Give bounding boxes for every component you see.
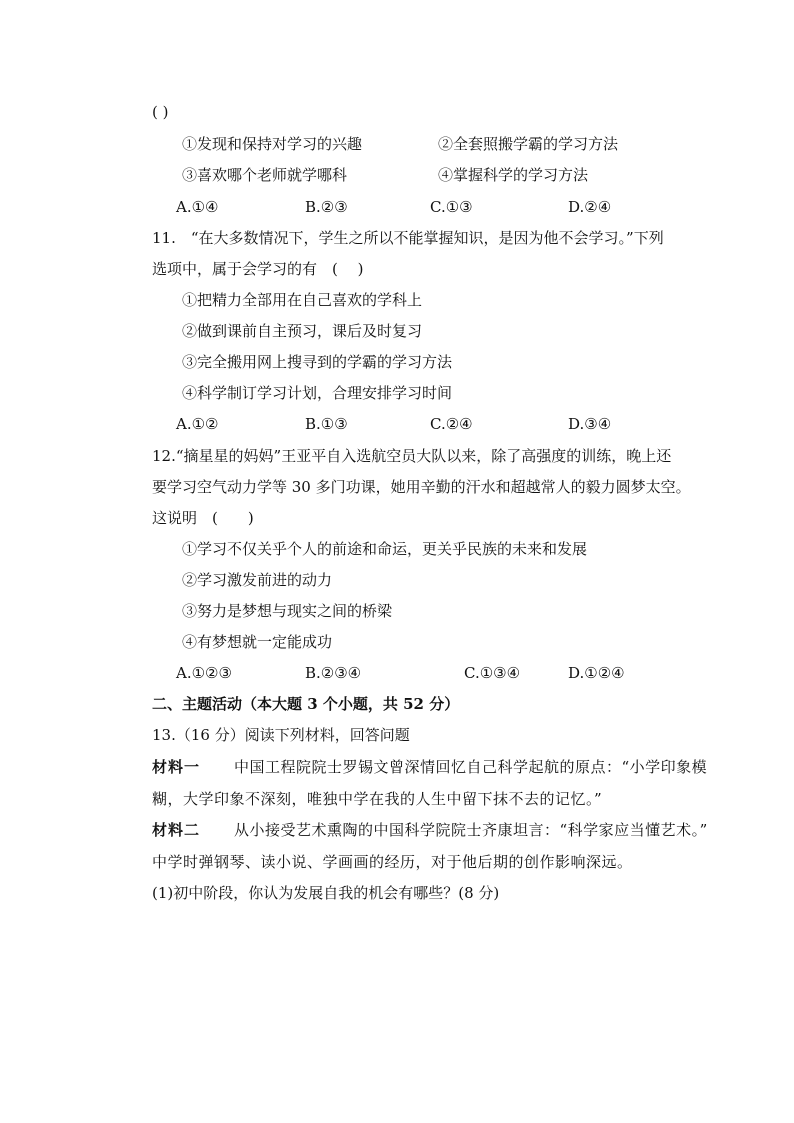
q11-option-a: A.①② [176,415,219,433]
q12-option-d: D.①②④ [568,664,625,682]
q13-subquestion-1: (1)初中阶段，你认为发展自我的机会有哪些？(8 分) [152,884,500,902]
q11-item-1: ①把精力全部用在自己喜欢的学科上 [182,291,423,309]
material-2-text-line2: 中学时弹钢琴、读小说、学画画的经历，对于他后期的创作影响深远。 [152,853,633,871]
material-1-text-line1: 中国工程院院士罗锡文曾深情回忆自己科学起航的原点：“小学印象模 [234,758,708,776]
q12-item-4: ④有梦想就一定能成功 [182,633,333,651]
q12-option-c: C.①③④ [464,664,521,682]
q11-option-b: B.①③ [305,415,348,433]
q10-option-b: B.②③ [305,198,348,216]
q12-item-2: ②学习激发前进的动力 [182,571,333,589]
q10-option-c: C.①③ [430,198,473,216]
q12-stem-line1: 12.“摘星星的妈妈”王亚平自入选航空员大队以来，除了高强度的训练，晚上还 [152,447,672,465]
material-2-text-line1: 从小接受艺术熏陶的中国科学院院士齐康坦言：“科学家应当懂艺术。” [234,821,708,839]
q10-answer-paren: ( ) [152,103,169,121]
q12-stem-line2: 要学习空气动力学等 30 多门功课，她用辛勤的汗水和超越常人的毅力圆梦太空。 [152,478,691,496]
q11-stem-line2: 选项中，属于会学习的有 ( ) [152,260,364,278]
q11-item-3: ③完全搬用网上搜寻到的学霸的学习方法 [182,353,453,371]
q11-option-d: D.③④ [568,415,612,433]
q12-option-b: B.②③④ [305,664,362,682]
q10-item-4: ④掌握科学的学习方法 [438,166,589,184]
q10-item-3: ③喜欢哪个老师就学哪科 [182,166,348,184]
q10-option-a: A.①④ [176,198,219,216]
q12-item-3: ③努力是梦想与现实之间的桥梁 [182,602,393,620]
material-1-text-line2: 糊，大学印象不深刻，唯独中学在我的人生中留下抹不去的记忆。” [152,790,603,808]
q11-stem-line1: 11. “在大多数情况下，学生之所以不能掌握知识，是因为他不会学习。”下列 [152,229,664,247]
q13-header: 13.（16 分）阅读下列材料，回答问题 [152,726,410,744]
q12-item-1: ①学习不仅关乎个人的前途和命运，更关乎民族的未来和发展 [182,540,588,558]
q10-item-2: ②全套照搬学霸的学习方法 [438,135,619,153]
q12-option-a: A.①②③ [176,664,232,682]
q11-item-4: ④科学制订学习计划，合理安排学习时间 [182,384,453,402]
material-2-label: 材料二 [152,821,201,839]
section2-title: 二、主题活动（本大题 3 个小题，共 52 分） [152,695,460,713]
material-1-label: 材料一 [152,758,201,776]
q11-option-c: C.②④ [430,415,473,433]
q11-item-2: ②做到课前自主预习，课后及时复习 [182,322,423,340]
q10-option-d: D.②④ [568,198,612,216]
q10-item-1: ①发现和保持对学习的兴趣 [182,135,363,153]
q12-stem-line3: 这说明 ( ) [152,509,254,527]
